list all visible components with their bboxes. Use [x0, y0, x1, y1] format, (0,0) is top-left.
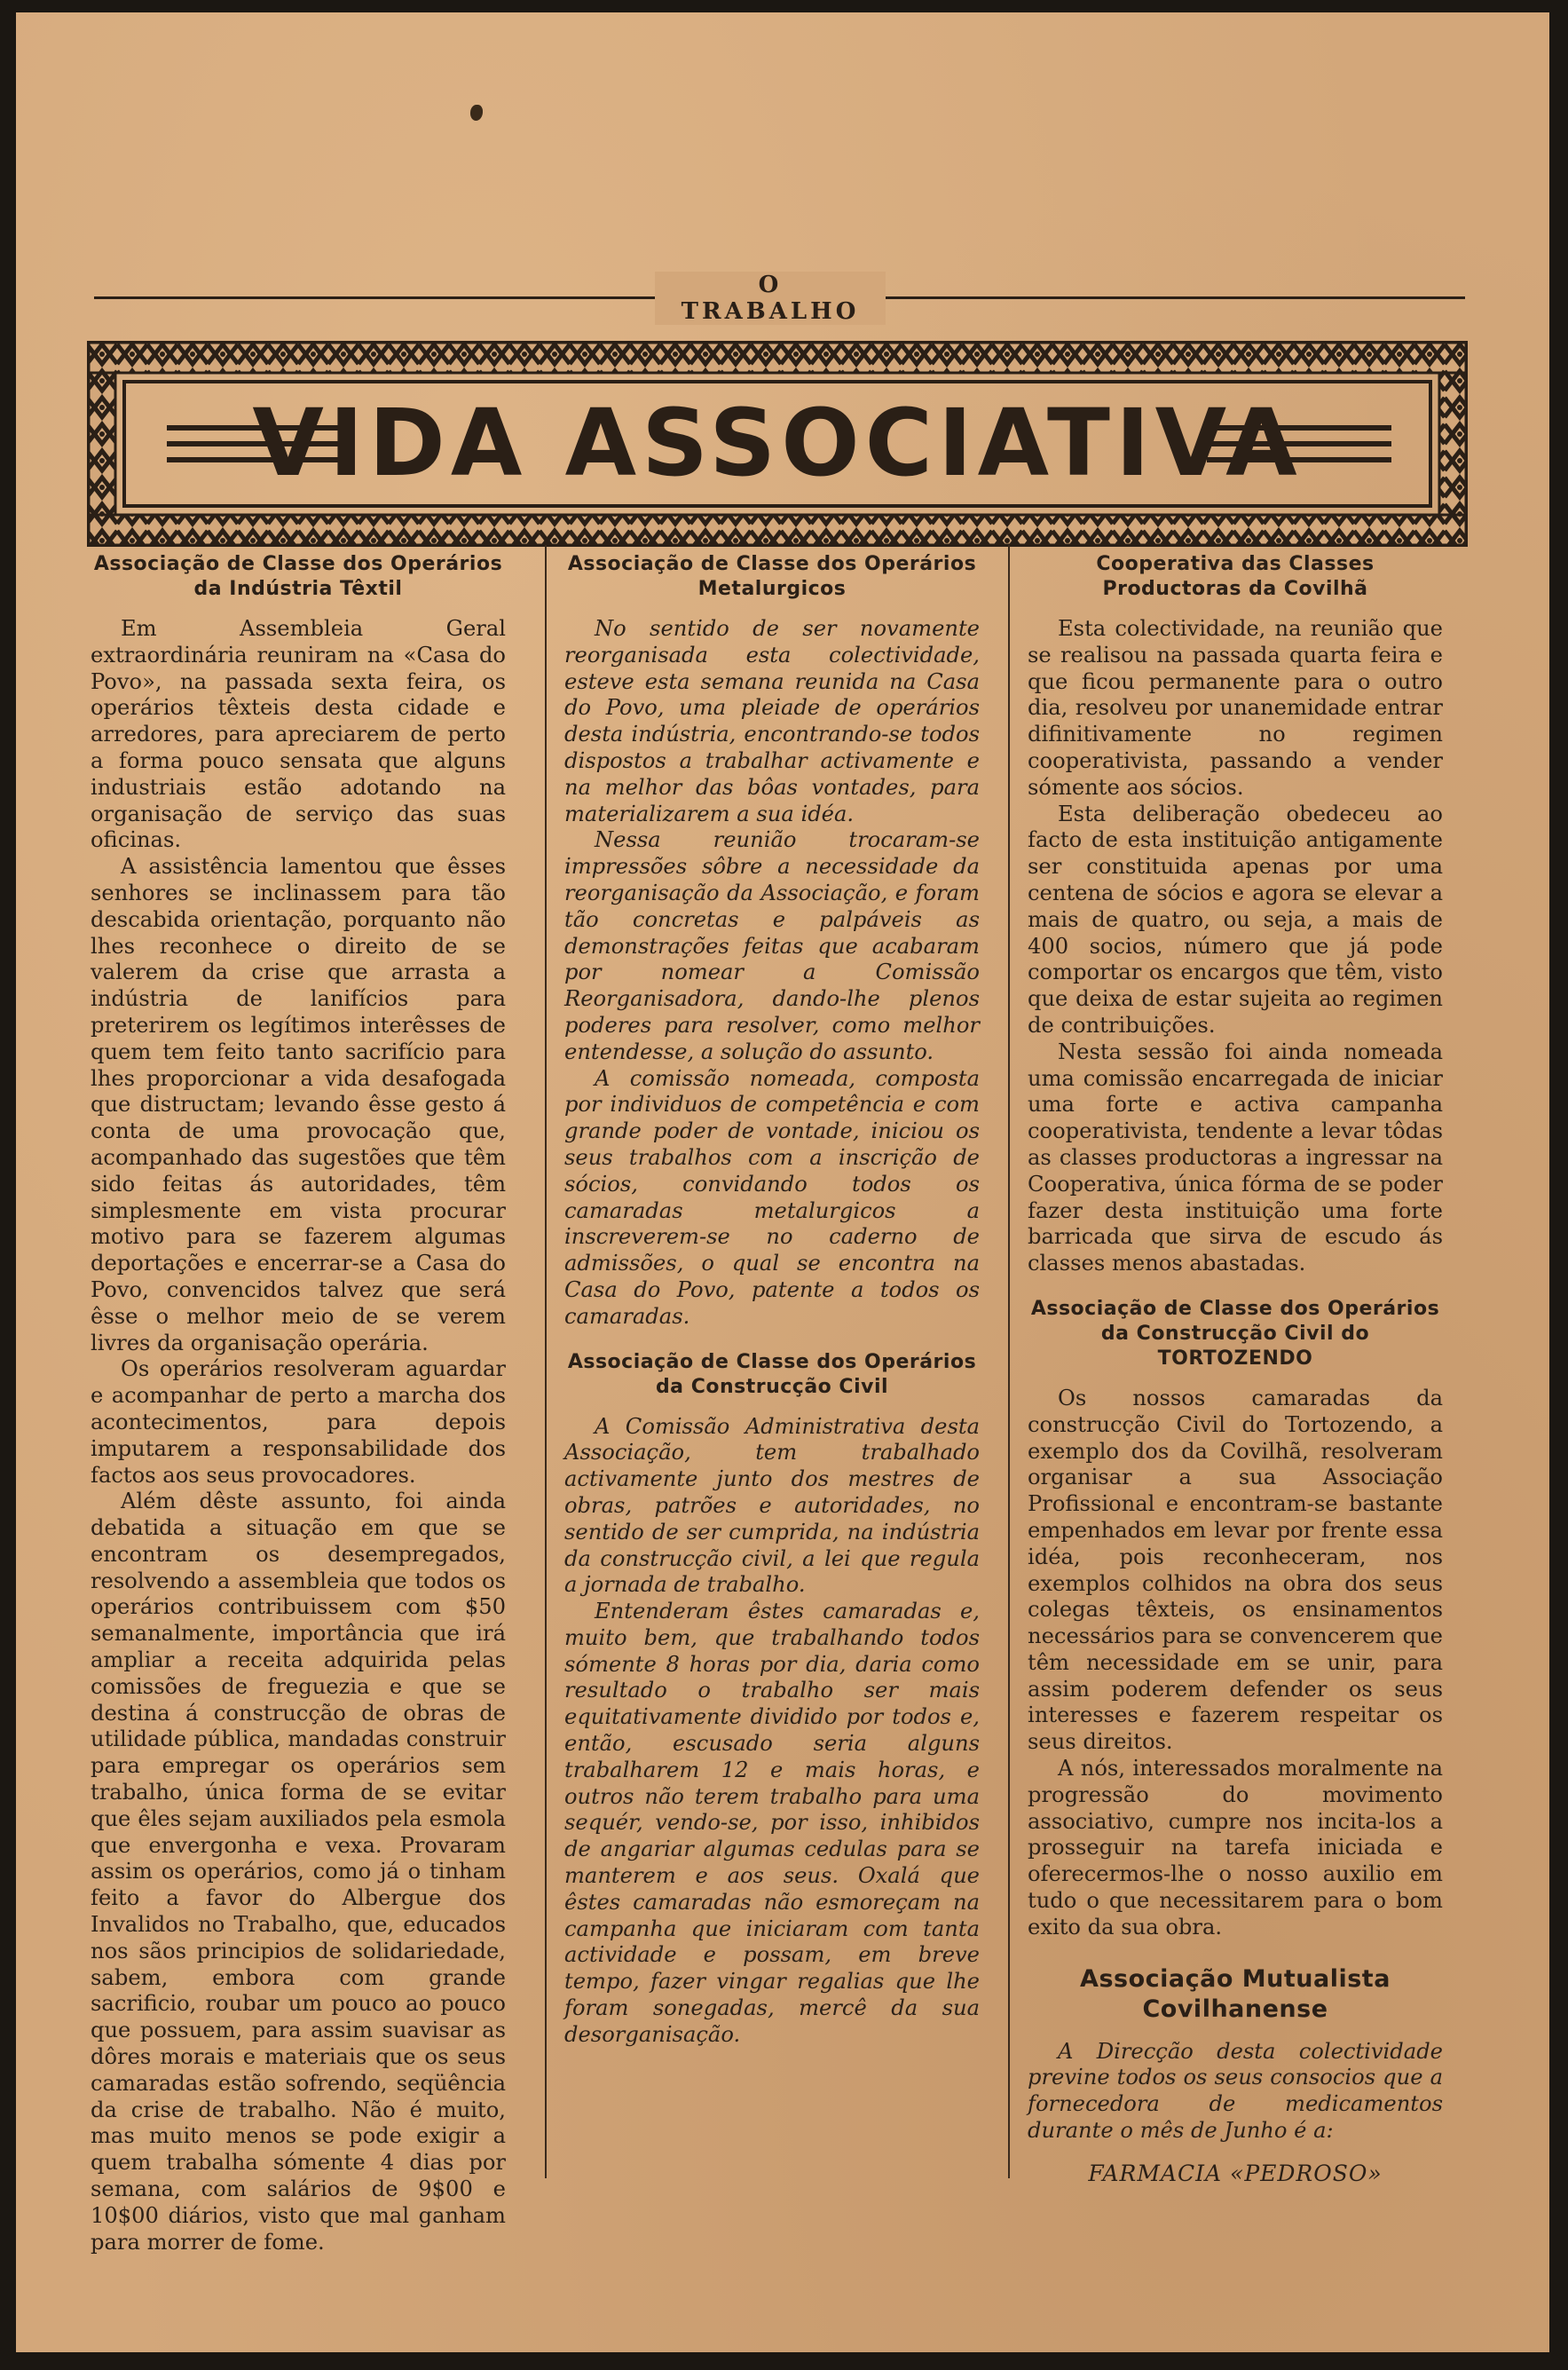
column-3	[1028, 552, 1443, 2187]
column-1	[91, 552, 506, 2255]
article-heading: Associação de Classe dos Operários da Construcção Civil do TORTOZENDO	[1030, 1297, 1440, 1370]
article-paragraph: Os nossos camaradas da construcção Civil do Tortozendo, a exemplo dos da Covilhã, resolveram organisar a sua Associação Profissional e encontram-se bastante empenhados em levar por frente essa idéa, pois reconheceram, nos exemplos colhidos na obra dos seus colegas têxteis, os ensinamentos necessários para se convencerem que têm necessidade em se unir, para assim poderem defender os seus interesses e fazerem respeitar os seus direitos.	[1028, 1385, 1443, 1755]
article-heading: Associação de Classe dos Operários Metalurgicos	[567, 553, 977, 600]
article-paragraph: Em Assembleia Geral extraordinária reuniram na «Casa do Povo», na passada sexta feira, os operários têxteis desta cidade e arredores, para apreciarem de perto a forma pouco sensata que alguns industriais estão adotando na organisação de serviço das suas oficinas.	[91, 616, 506, 853]
article-paragraph: A nós, interessados moralmente na progressão do movimento associativo, cumpre nos incita-los a prosseguir na tarefa iniciada e oferecermos-lhe o nosso auxilio em tudo o que necessitarem para o bom exito da sua obra.	[1028, 1756, 1443, 1939]
article-paragraph: No sentido de ser novamente reorganisada esta colectividade, esteve esta semana reunida na Casa do Povo, uma pleiade de operários desta indústria, encontrando-se todos dispostos a trabalhar activamente e na melhor das bôas vontades, para materializarem a sua idéa.	[564, 616, 980, 826]
article-paragraph: A Comissão Administrativa desta Associação, tem trabalhado activamente junto dos mestres de obras, patrões e autoridades, no sentido de ser cumprida, na indústria da construcção civil, a lei que regula a jornada de trabalho.	[564, 1413, 980, 1598]
pharmacy-name: FARMACIA «PEDROSO»	[1088, 2160, 1383, 2186]
article-paragraph: Nesta sessão foi ainda nomeada uma comissão encarregada de iniciar uma forte e activa campanha cooperativista, tendente a levar tôdas as classes productoras a ingressar na Cooperativa, única fórma de se poder fazer desta instituição uma forte barricada que sirva de escudo ás classes menos abastadas.	[1028, 1039, 1443, 1276]
section-banner	[87, 341, 1468, 547]
article-paragraph: Os operários resolveram aguardar e acompanhar de perto a marcha dos acontecimentos, para depois imputarem a responsabilidade dos factos aos seus provocadores.	[91, 1356, 506, 1488]
article-heading: Associação de Classe dos Operários da Construcção Civil	[567, 1350, 977, 1398]
article-paragraph: A comissão nomeada, composta por individuos de competência e com grande poder de vontade, iniciou os seus trabalhos com a inscrição de sócios, convidando todos os camaradas metalurgicos a inscreverem-se no caderno de admissões, o qual se encontra na Casa do Povo, patente a todos os camaradas.	[564, 1065, 980, 1329]
column-divider	[1008, 545, 1010, 2178]
article-paragraph: Esta deliberação obedeceu ao facto de esta instituição antigamente ser constituida apenas por uma centena de sócios e agora se elevar a mais de quatro, ou seja, a mais de 400 socios, número que já pode comportar os encargos que têm, visto que deixa de estar sujeita ao regimen de contribuições.	[1028, 801, 1443, 1038]
column-divider	[545, 545, 547, 2178]
column-2	[564, 552, 980, 2049]
article-paragraph: A Direcção desta colectividade previne todos os seus consocios que a fornecedora de medicamentos durante o mês de Junho é a:	[1028, 2038, 1443, 2144]
article-paragraph: A assistência lamentou que êsses senhores se inclinassem para tão descabida orientação, porquanto não lhes reconhece o direito de se valerem da crise que arrasta a indústria de lanifícios para preterirem os legítimos interêsses de quem tem feito tanto sacrifício para lhes proporcionar a vida desafogada que distructam; levando êsse gesto á conta de uma provocação que, acompanhado das sugestões que têm sido feitas ás autoridades, têm simplesmente em vista procurar motivo para se fazerem algumas deportações e encerrar-se a Casa do Povo, convencidos talvez que será êsse o melhor meio de se verem livres da organisação operária.	[91, 854, 506, 1355]
article-paragraph: Nessa reunião trocaram-se impressões sôbre a necessidade da reorganisação da Associação, e foram tão concretas e palpáveis as demonstrações feitas que acabaram por nomear a Comissão Reorganisadora, dando-lhe plenos poderes para resolver, como melhor entendesse, a solução do assunto.	[564, 827, 980, 1064]
newspaper-page	[16, 12, 1549, 2352]
article-heading: Cooperativa das Classes Productoras da Covilhã	[1096, 553, 1375, 600]
article-heading: Associação Mutualista Covilhanense	[1080, 1964, 1391, 2023]
article-paragraph: Esta colectividade, na reunião que se realisou na passada quarta feira e que ficou permanente para o outro dia, resolveu por unanemidade entrar difinitivamente no regimen cooperativista, passando a vender sómente aos sócios.	[1028, 616, 1443, 800]
article-paragraph: Além dêste assunto, foi ainda debatida a situação em que se encontram os desempregados, resolvendo a assembleia que todos os operários contribuissem com $50 semanalmente, importância que irá ampliar a receita adquirida pelas comissões de freguezia e que se destina á construcção de obras de utilidade pública, mandadas construir para empregar os operários sem trabalho, única forma de se evitar que êles sejam auxiliados pela esmola que envergonha e vexa. Provaram assim os operários, como já o tinham feito a favor do Albergue dos Invalidos no Trabalho, que, educados nos sãos principios de solidariedade, sabem, embora com grande sacrificio, roubar um pouco ao pouco que possuem, para assim suavisar as dôres morais e materiais que os seus camaradas estão sofrendo, seqüência da crise de trabalho. Não é muito, mas muito menos se pode exigir a quem trabalha sómente 4 dias por semana, com salários de 9$00 e 10$00 diários, visto que mal ganham para morrer de fome.	[91, 1489, 506, 2255]
ink-spot	[470, 105, 483, 121]
article-paragraph: Entenderam êstes camaradas e, muito bem, que trabalhando todos sómente 8 horas por dia, daria como resultado o trabalho ser mais equitativamente dividido por todos e, então, escusado seria alguns trabalharem 12 e mais horas, e outros não terem trabalho para uma sequér, vendo-se, por isso, inhibidos de angariar algumas cedulas para se manterem e aos seus. Oxalá que êstes camaradas não esmoreçam na campanha que iniciaram com tanta actividade e possam, em breve tempo, fazer vingar regalias que lhe foram sonegadas, mercê da sua desorganisação.	[564, 1599, 980, 2047]
newspaper-name: O TRABALHO	[655, 272, 886, 325]
article-heading: Associação de Classe dos Operários da Indústria Têxtil	[93, 553, 503, 600]
banner-title: VIDA ASSOCIATIVA	[252, 389, 1303, 497]
